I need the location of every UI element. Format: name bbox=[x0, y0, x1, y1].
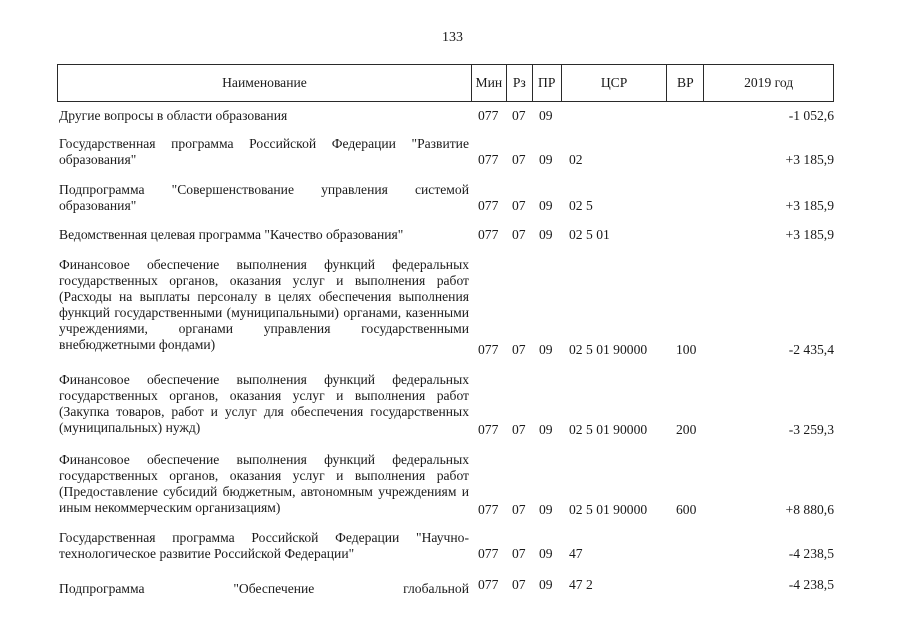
row-rz: 07 bbox=[512, 198, 526, 213]
row-pr: 09 bbox=[539, 227, 553, 242]
row-min: 077 bbox=[478, 108, 499, 123]
row-rz: 07 bbox=[512, 422, 526, 437]
row-csr: 02 5 01 90000 bbox=[569, 422, 648, 437]
row-min: 077 bbox=[478, 546, 499, 561]
row-amount: -4 238,5 bbox=[788, 577, 834, 592]
row-name: Финансовое обеспечение выполнения функций федеральных государственных органов, оказания услуг и выполнения работ (Предоставление субсидий бюджетным, автономным учреждениям и иным некоммерческим организациям) bbox=[59, 452, 469, 515]
table-row bbox=[57, 227, 834, 243]
row-pr: 09 bbox=[539, 502, 553, 517]
header-csr: ЦСР bbox=[562, 65, 668, 101]
row-amount: -1 052,6 bbox=[788, 108, 834, 123]
row-name: Государственная программа Российской Федерации "Развитие образования" bbox=[59, 136, 469, 167]
row-rz: 07 bbox=[512, 577, 526, 592]
header-pr: ПР bbox=[533, 65, 562, 101]
row-pr: 09 bbox=[539, 152, 553, 167]
row-csr: 02 bbox=[569, 152, 583, 167]
row-amount: -4 238,5 bbox=[788, 546, 834, 561]
row-rz: 07 bbox=[512, 342, 526, 357]
table-row bbox=[57, 452, 834, 518]
row-vr: 100 bbox=[676, 342, 697, 357]
table-header bbox=[57, 64, 834, 102]
row-min: 077 bbox=[478, 227, 499, 242]
row-csr: 47 bbox=[569, 546, 583, 561]
row-amount: +3 185,9 bbox=[785, 227, 834, 242]
row-name: Финансовое обеспечение выполнения функций федеральных государственных органов, оказания услуг и выполнения работ (Закупка товаров, работ и услуг для обеспечения государственных (муниципальных) нужд) bbox=[59, 372, 469, 435]
row-vr: 200 bbox=[676, 422, 697, 437]
table-row bbox=[57, 530, 834, 562]
row-min: 077 bbox=[478, 577, 499, 592]
row-name: Подпрограмма "Обеспечение глобальной bbox=[59, 581, 469, 596]
row-csr: 02 5 01 90000 bbox=[569, 342, 648, 357]
row-rz: 07 bbox=[512, 502, 526, 517]
row-amount: +3 185,9 bbox=[785, 198, 834, 213]
header-name: Наименование bbox=[58, 65, 472, 101]
row-csr: 02 5 01 90000 bbox=[569, 502, 648, 517]
row-csr: 02 5 bbox=[569, 198, 593, 213]
row-amount: +8 880,6 bbox=[785, 502, 834, 517]
row-amount: +3 185,9 bbox=[785, 152, 834, 167]
header-min: Мин bbox=[472, 65, 507, 101]
header-year: 2019 год bbox=[744, 75, 794, 90]
row-min: 077 bbox=[478, 198, 499, 213]
row-min: 077 bbox=[478, 342, 499, 357]
table-row bbox=[57, 257, 834, 358]
row-pr: 09 bbox=[539, 577, 553, 592]
row-csr: 47 2 bbox=[569, 577, 593, 592]
row-name: Государственная программа Российской Федерации "Научно-технологическое развитие Российской Федерации" bbox=[59, 530, 469, 561]
row-pr: 09 bbox=[539, 546, 553, 561]
row-pr: 09 bbox=[539, 342, 553, 357]
header-rz: Рз bbox=[507, 65, 533, 101]
row-rz: 07 bbox=[512, 108, 526, 123]
row-name: Подпрограмма "Совершенствование управления системой образования" bbox=[59, 182, 469, 213]
table-row bbox=[57, 108, 834, 124]
header-vr: ВР bbox=[667, 65, 704, 101]
row-pr: 09 bbox=[539, 198, 553, 213]
page-number: 133 bbox=[442, 30, 463, 45]
row-amount: -3 259,3 bbox=[788, 422, 834, 437]
row-pr: 09 bbox=[539, 108, 553, 123]
row-amount: -2 435,4 bbox=[788, 342, 834, 357]
row-rz: 07 bbox=[512, 152, 526, 167]
row-name: Ведомственная целевая программа "Качество образования" bbox=[59, 227, 404, 242]
row-name: Финансовое обеспечение выполнения функций федеральных государственных органов, оказания услуг и выполнения работ (Расходы на выплаты персоналу в целях обеспечения выполнения функций государственными (муниципальными) органами, казенными учреждениями, органами управления государственными внебюджетными фондами) bbox=[59, 257, 469, 352]
row-min: 077 bbox=[478, 152, 499, 167]
table-row bbox=[57, 577, 834, 597]
row-rz: 07 bbox=[512, 227, 526, 242]
row-vr: 600 bbox=[676, 502, 697, 517]
row-pr: 09 bbox=[539, 422, 553, 437]
row-min: 077 bbox=[478, 502, 499, 517]
table-row bbox=[57, 136, 834, 168]
row-rz: 07 bbox=[512, 546, 526, 561]
row-min: 077 bbox=[478, 422, 499, 437]
table-row bbox=[57, 372, 834, 438]
table-row bbox=[57, 182, 834, 214]
row-name: Другие вопросы в области образования bbox=[59, 108, 288, 123]
row-csr: 02 5 01 bbox=[569, 227, 610, 242]
